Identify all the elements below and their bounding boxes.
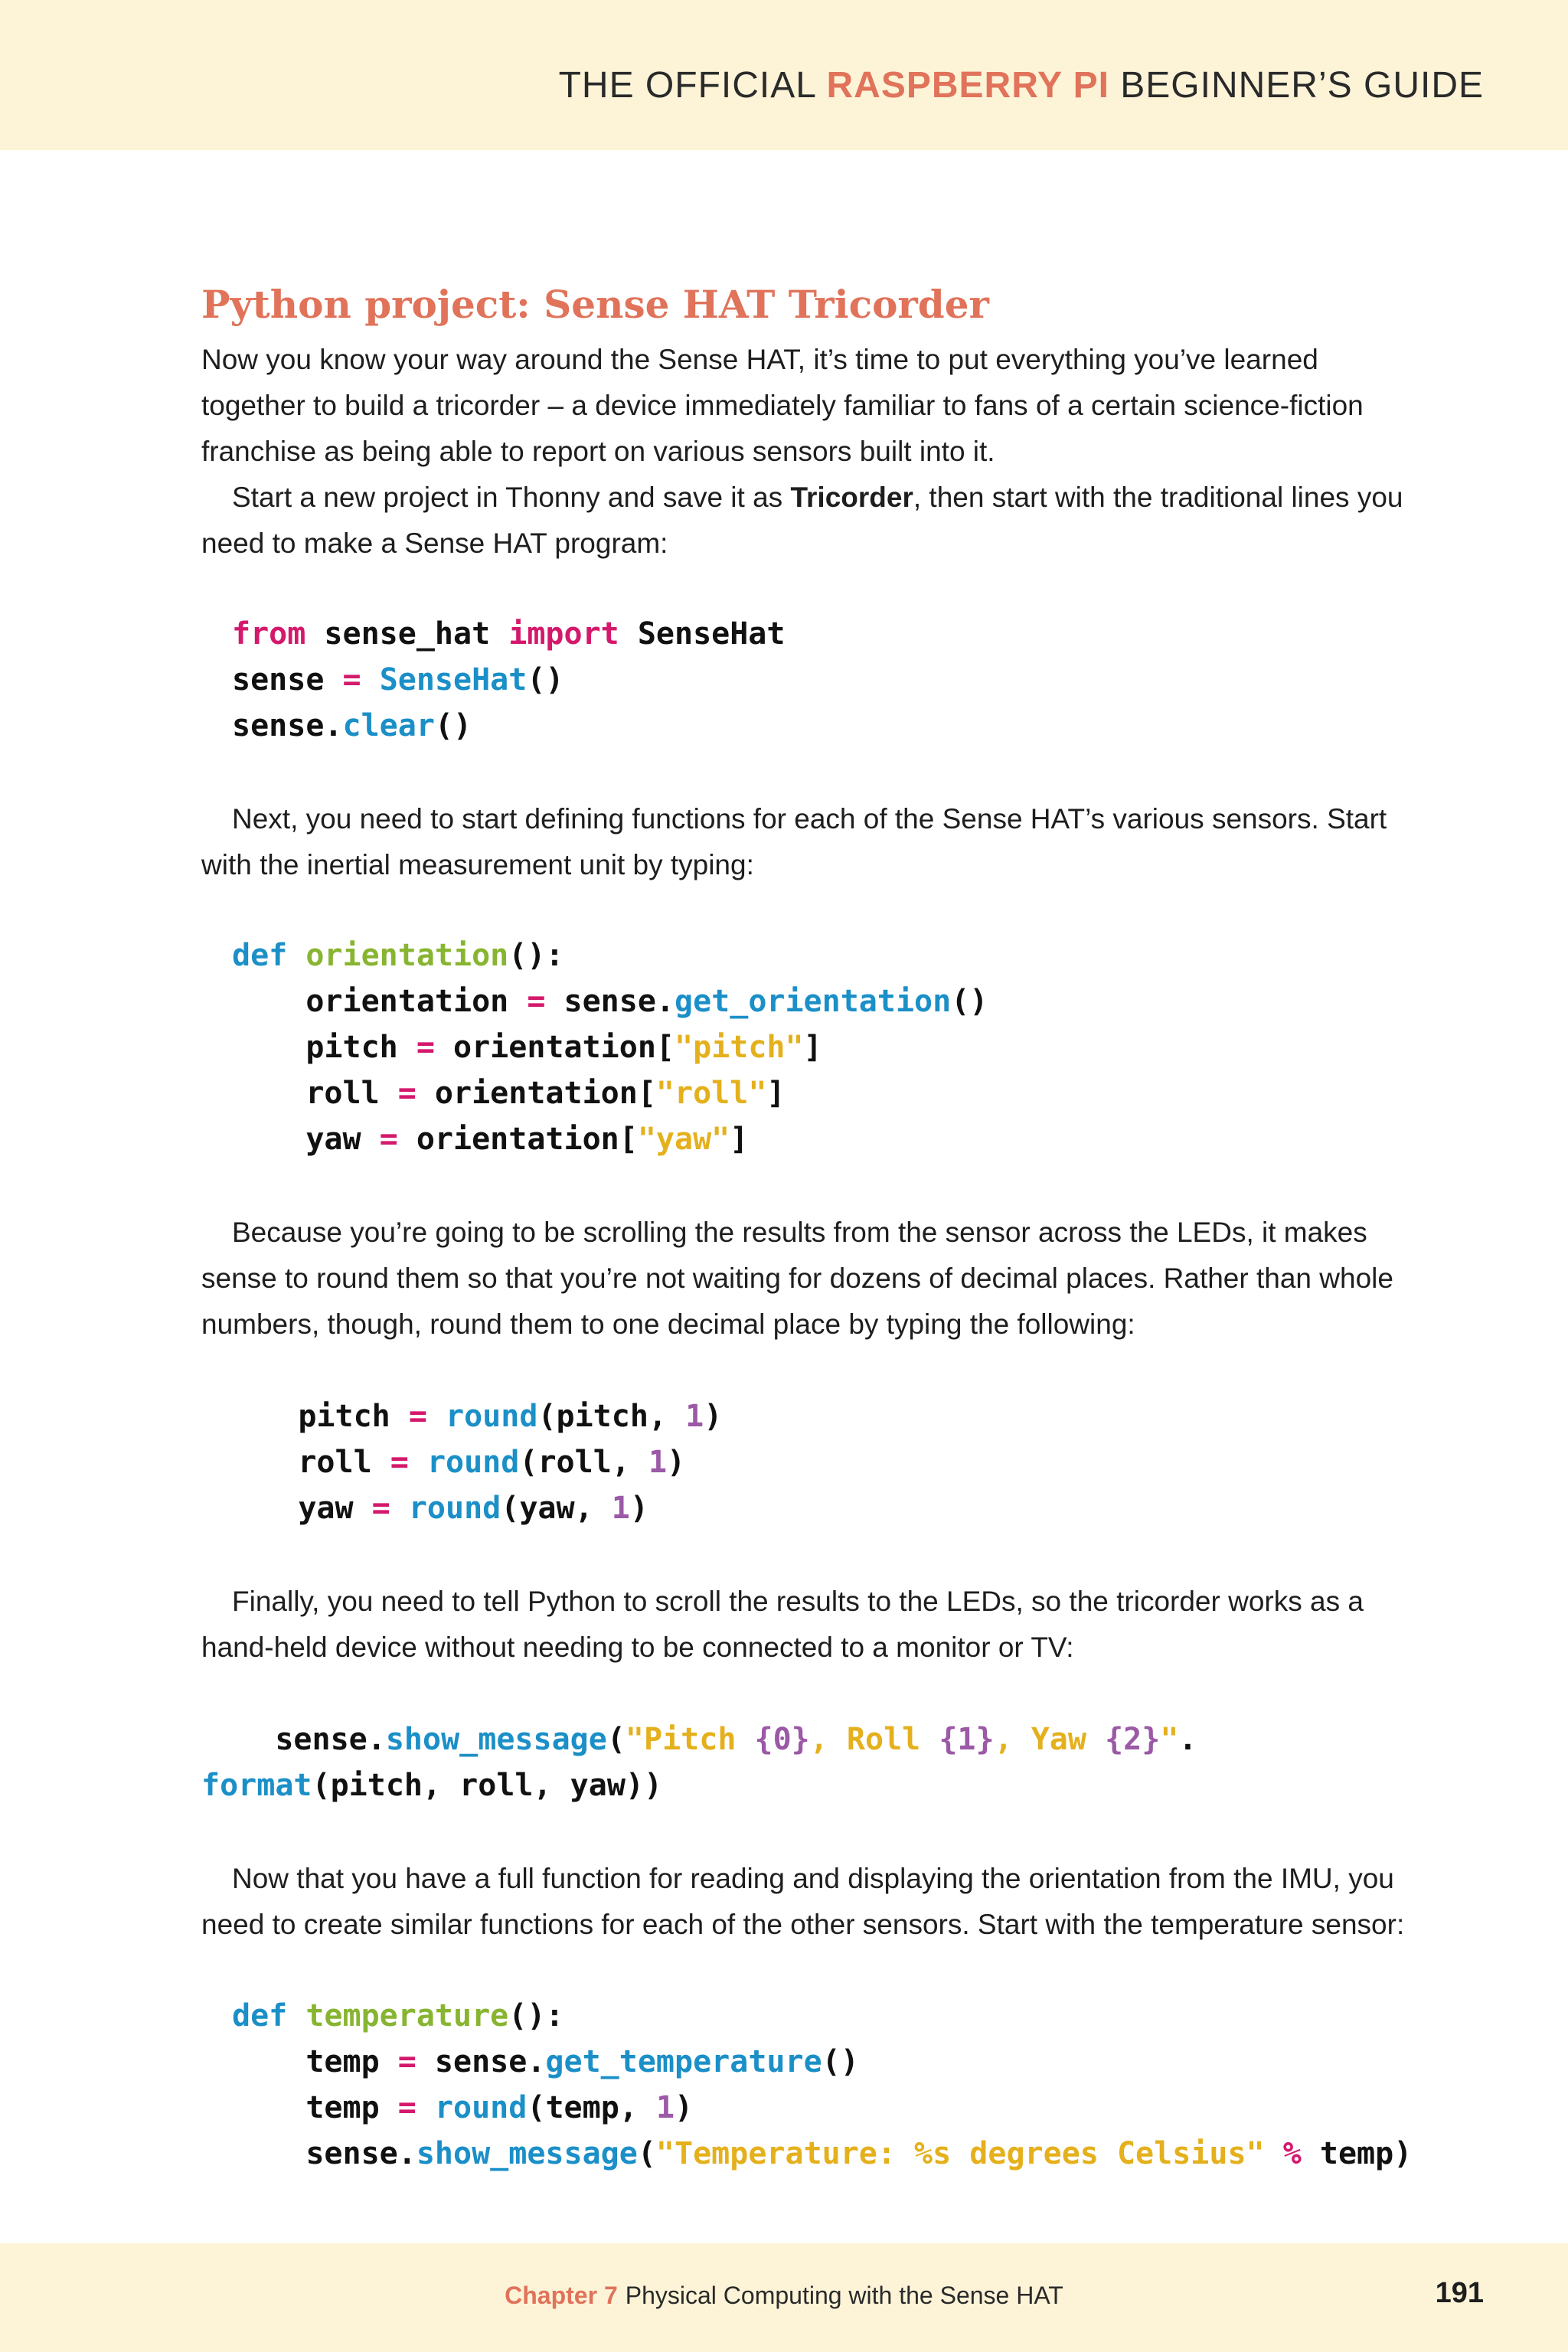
code-block-orientation [232, 933, 988, 1162]
code-line [224, 1485, 722, 1531]
page-footer [0, 2243, 1568, 2352]
code-token: "Pitch [625, 1722, 755, 1757]
chapter-info [0, 2282, 1568, 2310]
code-line [201, 1762, 1197, 1808]
code-line [232, 1116, 988, 1162]
chapter-title: Physical Computing with the Sense HAT [625, 2282, 1063, 2309]
code-token: , Roll [809, 1722, 939, 1757]
paragraph-temperature: Now that you have a full function for reading and displaying the orientation from the IMU, you need to create similar functions for each of the other sensors. Start with the temperature sensor: [201, 1863, 1405, 1940]
code-line [232, 2131, 1412, 2177]
code-block-setup [232, 611, 785, 749]
paragraph-start-project-pre: Start a new project in Thonny and save it as [232, 482, 791, 513]
code-token [409, 1445, 427, 1480]
paragraph-rounding: Because you’re going to be scrolling the results from the sensor across the LEDs, it makes sense to round them so that you’re not waiting for dozens of decimal places. Rather than whole numbers, though, round them to one decimal place by typing the following: [201, 1217, 1393, 1340]
code-line [232, 978, 988, 1024]
code-token: orientation[ [434, 1030, 675, 1065]
code-token: ) [675, 2090, 694, 2125]
code-token: temp [232, 2090, 398, 2125]
code-token: temperature [305, 1998, 509, 2034]
code-token: () [822, 2044, 859, 2079]
page-number: 191 [1435, 2277, 1484, 2309]
code-token: {1} [939, 1722, 995, 1757]
code-token: orientation [232, 984, 528, 1019]
code-token: () [434, 708, 472, 743]
code-token: "Temperature: %s degrees Celsius" [655, 2136, 1265, 2171]
code-token: (): [508, 938, 564, 973]
code-token: {0} [754, 1722, 810, 1757]
code-token: pitch [224, 1399, 409, 1434]
code-token: " [1160, 1722, 1179, 1757]
code-token: temp [232, 2044, 398, 2079]
code-line [224, 1439, 722, 1485]
paragraph-scroll: Finally, you need to tell Python to scroll the results to the LEDs, so the tricorder works as a hand-held device without needing to be connected to a monitor or TV: [201, 1586, 1364, 1663]
code-token: sense_hat [305, 616, 509, 652]
code-token [361, 662, 380, 697]
code-token: format [201, 1768, 312, 1803]
code-token: clear [342, 708, 435, 743]
page-header [0, 0, 1568, 150]
code-token: ( [637, 2136, 656, 2171]
code-token: round [426, 1445, 520, 1480]
code-token: get_orientation [674, 984, 952, 1019]
code-token: = [371, 1491, 390, 1526]
code-token: from [232, 616, 306, 652]
code-token: yaw [224, 1491, 372, 1526]
code-line [232, 2085, 1412, 2131]
code-token: , Yaw [994, 1722, 1106, 1757]
code-token: roll [224, 1445, 390, 1480]
code-token: (pitch, [537, 1399, 686, 1434]
code-token: temp) [1301, 2136, 1413, 2171]
section-title: Python project: Sense HAT Tricorder [201, 282, 989, 327]
code-token: orientation[ [397, 1122, 638, 1157]
code-token: sense. [232, 708, 343, 743]
code-token: orientation[ [416, 1076, 656, 1111]
code-token: round [408, 1491, 501, 1526]
code-token: round [434, 2090, 528, 2125]
code-token: "pitch" [675, 1030, 804, 1065]
code-token: def [232, 1998, 288, 2034]
book-title-accent: RASPBERRY PI [826, 65, 1109, 106]
code-line [232, 1070, 988, 1116]
paragraph-define-functions: Next, you need to start defining functions for each of the Sense HAT’s various sensors. Start with the inertial measurement unit by typing: [201, 803, 1387, 880]
code-token: {2} [1105, 1722, 1161, 1757]
code-token: ) [704, 1399, 723, 1434]
code-token [1265, 2136, 1283, 2171]
code-token: SenseHat [379, 662, 528, 697]
code-token: (pitch, roll, yaw)) [312, 1768, 663, 1803]
code-token: = [397, 2044, 416, 2079]
code-line [232, 1024, 988, 1070]
book-title [559, 64, 1484, 106]
book-title-post: BEGINNER’S GUIDE [1109, 65, 1484, 106]
code-token: (): [508, 1998, 564, 2034]
code-line [232, 1993, 1412, 2039]
code-token: yaw [232, 1122, 380, 1157]
code-token: SenseHat [619, 616, 786, 652]
code-token: def [232, 938, 288, 973]
code-token: () [951, 984, 988, 1019]
code-token: "roll" [655, 1076, 767, 1111]
code-token: sense. [232, 2136, 416, 2171]
code-token: 1 [685, 1399, 704, 1434]
code-token: ] [803, 1030, 822, 1065]
code-token: (yaw, [501, 1491, 612, 1526]
code-token: import [508, 616, 619, 652]
code-token: round [446, 1399, 538, 1434]
code-token: ( [606, 1722, 626, 1757]
code-token: ) [667, 1445, 686, 1480]
code-token: = [379, 1122, 398, 1157]
code-token: sense [232, 662, 343, 697]
code-token: show_message [385, 1722, 607, 1757]
code-block-round [224, 1393, 722, 1531]
code-token: get_temperature [545, 2044, 822, 2079]
code-token [287, 1998, 305, 2034]
code-token: = [527, 984, 546, 1019]
code-token [287, 938, 305, 973]
code-line [232, 657, 785, 703]
code-token: sense. [416, 2044, 546, 2079]
code-line [232, 933, 988, 978]
code-token: (roll, [519, 1445, 648, 1480]
book-title-pre: THE OFFICIAL [558, 65, 827, 106]
code-line [232, 703, 785, 749]
code-token: = [397, 1076, 416, 1111]
code-line [224, 1393, 722, 1439]
code-token: = [342, 662, 361, 697]
code-token: show_message [416, 2136, 638, 2171]
code-token: "yaw" [637, 1122, 730, 1157]
code-token [427, 1399, 446, 1434]
code-token [390, 1491, 409, 1526]
code-token: orientation [305, 938, 509, 973]
code-token: pitch [232, 1030, 416, 1065]
paragraph-start-project-post: , then start with the traditional lines you need to make a Sense HAT program: [201, 482, 1403, 559]
code-token: 1 [648, 1445, 668, 1480]
code-token: 1 [611, 1491, 630, 1526]
code-token: = [390, 1445, 409, 1480]
code-token: . [1178, 1722, 1197, 1757]
code-token: (temp, [527, 2090, 656, 2125]
code-line [232, 611, 785, 657]
code-token: roll [232, 1076, 398, 1111]
code-block-temperature [232, 1993, 1412, 2177]
paragraph-start-project [201, 475, 1411, 567]
code-token: sense. [201, 1722, 386, 1757]
code-token: % [1282, 2136, 1302, 2171]
code-token: sense. [545, 984, 675, 1019]
code-token: ] [730, 1122, 749, 1157]
paragraph-intro: Now you know your way around the Sense HAT, it’s time to put everything you’ve learned together to build a tricorder – a device immediately familiar to fans of a certain science-fiction franchise as being able to report on various sensors built into it. [201, 344, 1364, 467]
code-token: = [416, 1030, 435, 1065]
code-block-show-message [201, 1717, 1197, 1808]
code-token: = [408, 1399, 427, 1434]
chapter-label: Chapter 7 [505, 2282, 618, 2309]
code-token: = [397, 2090, 416, 2125]
code-token: ] [766, 1076, 786, 1111]
code-token: 1 [655, 2090, 675, 2125]
code-token: () [527, 662, 564, 697]
code-token: ) [629, 1491, 648, 1526]
code-token [416, 2090, 435, 2125]
code-line [232, 2039, 1412, 2085]
project-name: Tricorder [790, 482, 913, 513]
code-line [201, 1717, 1197, 1762]
